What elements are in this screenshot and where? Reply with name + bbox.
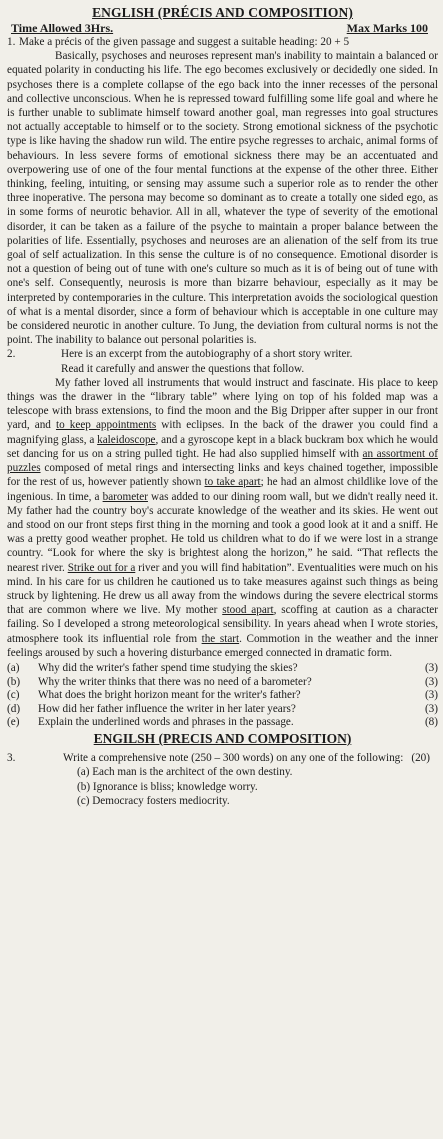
paper-meta [7,21,438,35]
question-label: (a) [7,661,20,674]
passage-text: My father loved all instruments that would instruct and fascinate. His place to keep things was the drawer in the “library table” where lying on top of his folded map was a telescope with brass extensions, to find the moon and the Big Dripper after supper in our front yard, and [7,376,438,432]
question-label: (d) [7,702,21,715]
q1-number: 1. [7,36,16,48]
q1-prompt-line [7,35,438,49]
question-label: (e) [7,716,20,729]
question-row [7,676,438,690]
q1-passage: Basically, psychoses and neuroses represent man's inability to maintain a balanced or equated polarity in conducting his life. The ego becomes exclusively or decidedly one sided. In psychoses there is a complete collapse of the ego back into the inner recesses of the personal and collective unconscious. When he is repressed toward fulfilling some life goal and where he is further unable to sublimate himself toward another goal, man regresses into goal structures not actually acceptable to himself or to the society. Strong emotional sickness of the psychotic type is like having the shadow run wild. The entire psyche regresses to archaic, animal forms of behaviours. In less severe forms of emotional sickness there may be an accentuated and overpowering use of one of the four mental functions at the expense of the other three. Either thinking, feeling, intuiting, or sensing may assume such a superior role as to render the other three inoperative. The persona may become so dominant as to create a totally one sided ego, as in some forms of neurotic behavior. All in all, whatever the type of severity of the emotional disorder, it can be taken as a failure of the psyche to maintain a proper balance between the polarities of life. Essentially, psychoses and neuroses are an alienation of the self from its true goal of self actualization. In this sense the culture is of no consequence. Emotional disorder is not a question of being out of tune with one's culture so much as it is of being out of tune with one's self. Consequently, neurosis is more than bizarre behaviour, especially as it may be interpreted by contemporaries in the culture. This interpretation avoids the sociological question of what is a mental disorder, since a form of behaviour which is acceptable in one culture may be considered neurotic in another culture. To Jung, the deviation from cultural norms is not the point. The inability to balance out personal polarities is. [7,50,438,347]
underlined-phrase: kaleidoscope [97,433,156,446]
underlined-phrase: stood apart [222,604,274,617]
underlined-phrase: to take apart [204,476,261,489]
question-row [7,703,438,717]
section-title: ENGILSH (PRECIS AND COMPOSITION) [93,730,352,746]
question-text: Why the writer thinks that there was no need of a barometer? [38,675,312,688]
question-label: (c) [7,689,20,702]
question-marks: (3) [424,661,438,674]
q2-intro-line [7,347,438,361]
passage-text: ; he had an almost childlike love of the ingenious. In time, a [7,476,438,503]
underlined-phrase: Strike out for a [67,561,136,574]
passage-text: composed of metal rings and intersecting links and keys chained together, impossible for the rest of us, however patiently shown [7,462,438,489]
passage-text: . Commotion in the weather and the inner feelings aroused by such a hovering disturbance emerged connected in dramatic form. [7,632,438,659]
question-marks: (8) [424,716,438,729]
passage-text: river and you will find habitation”. Eventualities were much on his mind. In his care for us children he cautioned us to take measures against such things as being struck by lightening. He drew us all away from the windows during the severe electrical storms that are common where we live. My mother [7,561,438,617]
q3-marks: (20) [411,752,430,765]
q3-option: (a) Each man is the architect of the own destiny. [77,766,293,779]
question-row [7,716,438,730]
passage-text: was added to our dining room wall, but we didn't really need it. My father had the country boy's accurate knowledge of the weather and its skies. He went out and stood on our front steps first thing in the morning and took a good look at it and a sniff. He was a pretty good weather prophet. He told us children what to do if we were lost in a strange country. “Look for where the sky is brightest along the horizon,” he said. “That reflects the nearest river. [7,490,438,574]
passage-text: , scoffing at caution as a character failing. So I developed a strong meteorological sensibility. In years ahead when I wrote stories, atmosphere took its influential role from [7,604,439,645]
q1-prompt: Make a précis of the given passage and suggest a suitable heading: 20 + 5 [19,36,350,48]
max-marks: Max Marks 100 [346,21,428,35]
question-text: What does the bright horizon meant for the writer's father? [38,689,301,702]
question-row [7,689,438,703]
paper-title: ENGLISH (PRÉCIS AND COMPOSITION) [92,5,353,20]
passage-text: , and a gyroscope kept in a black buckram box which he would set dancing for us on a string pulled tight. He had also supplied himself with [7,433,438,460]
q2-intro-2: Read it carefully and answer the questions that follow. [61,362,305,375]
question-text: Explain the underlined words and phrases in the passage. [38,716,294,729]
q3-block [7,751,438,765]
time-allowed: Time Allowed 3Hrs. [11,21,114,35]
q3-body [63,751,438,765]
q2-passage [7,376,438,660]
underlined-phrase: an assortment of puzzles [7,447,438,475]
q2-intro-1: Here is an excerpt from the autobiography of a short story writer. [61,348,353,361]
question-text: Why did the writer's father spend time studying the skies? [38,661,298,674]
q3-option: (b) Ignorance is bliss; knowledge worry. [77,780,258,793]
underlined-phrase: to keep appointments [55,419,157,432]
question-marks: (3) [424,675,438,688]
q3-number: 3. [7,751,16,764]
q3-option: (c) Democracy fosters mediocrity. [77,795,230,808]
q2-questions [7,662,438,730]
q3-prompt: Write a comprehensive note (250 – 300 words) on any one of the following: [63,751,404,764]
underlined-phrase: the start [201,632,240,645]
question-text: How did her father influence the writer in her later years? [38,702,296,715]
q2-number: 2. [7,348,16,361]
question-label: (b) [7,675,21,688]
question-marks: (3) [424,702,438,715]
question-marks: (3) [424,689,438,702]
passage-text: with eclipses. In the back of the drawer you could find a magnifying glass, a [7,419,438,446]
question-row [7,662,438,676]
underlined-phrase: barometer [102,490,148,503]
